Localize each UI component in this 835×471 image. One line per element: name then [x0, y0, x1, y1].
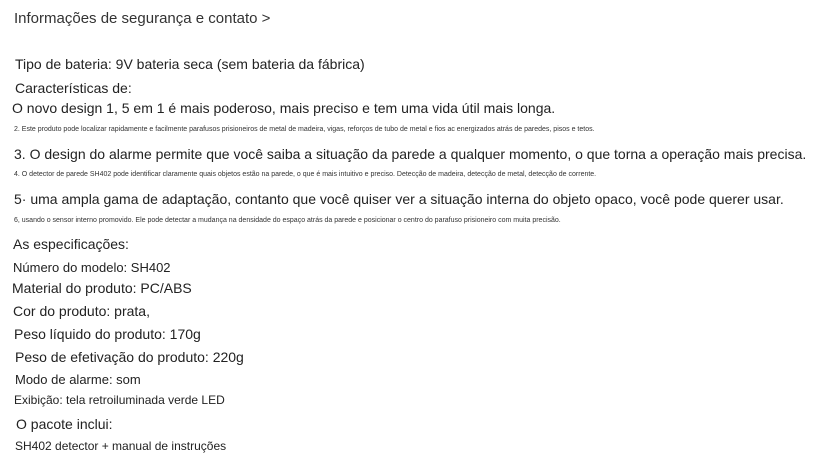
- battery-type: Tipo de bateria: 9V bateria seca (sem bateria da fábrica): [15, 56, 365, 72]
- feature-4: 4. O detector de parede SH402 pode identificar claramente quais objetos estão na parede, o que é mais intuitivo e preciso. Detecção de madeira, detecção de metal, detecção de corrente.: [14, 171, 597, 178]
- spec-model: Número do modelo: SH402: [13, 260, 171, 275]
- safety-contact-link[interactable]: Informações de segurança e contato >: [14, 10, 271, 27]
- package-contents: SH402 detector + manual de instruções: [15, 439, 227, 453]
- spec-effective-weight: Peso de efetivação do produto: 220g: [15, 349, 244, 365]
- feature-5: 5· uma ampla gama de adaptação, contanto que você quiser ver a situação interna do objeto opaco, você pode querer usar.: [14, 191, 784, 207]
- specs-heading: As especificações:: [13, 236, 129, 252]
- package-heading: O pacote inclui:: [16, 416, 113, 432]
- features-heading: Características de:: [15, 80, 132, 96]
- feature-6: 6, usando o sensor interno promovido. Ele pode detectar a mudança na densidade do espaço atrás da parede e posicionar o centro do parafuso prisioneiro com muita precisão.: [14, 217, 561, 224]
- spec-net-weight: Peso líquido do produto: 170g: [14, 326, 201, 342]
- spec-display: Exibição: tela retroiluminada verde LED: [14, 393, 225, 407]
- spec-material: Material do produto: PC/ABS: [12, 280, 192, 296]
- spec-color: Cor do produto: prata,: [13, 303, 150, 319]
- feature-1: O novo design 1, 5 em 1 é mais poderoso, mais preciso e tem uma vida útil mais longa.: [12, 100, 556, 116]
- feature-3: 3. O design do alarme permite que você saiba a situação da parede a qualquer momento, o que torna a operação mais precisa.: [14, 146, 807, 162]
- spec-alarm-mode: Modo de alarme: som: [15, 372, 141, 387]
- feature-2: 2. Este produto pode localizar rapidamente e facilmente parafusos prisioneiros de metal de madeira, vigas, reforços de tubo de metal e fios ac energizados atrás de paredes, pisos e tetos.: [14, 126, 595, 133]
